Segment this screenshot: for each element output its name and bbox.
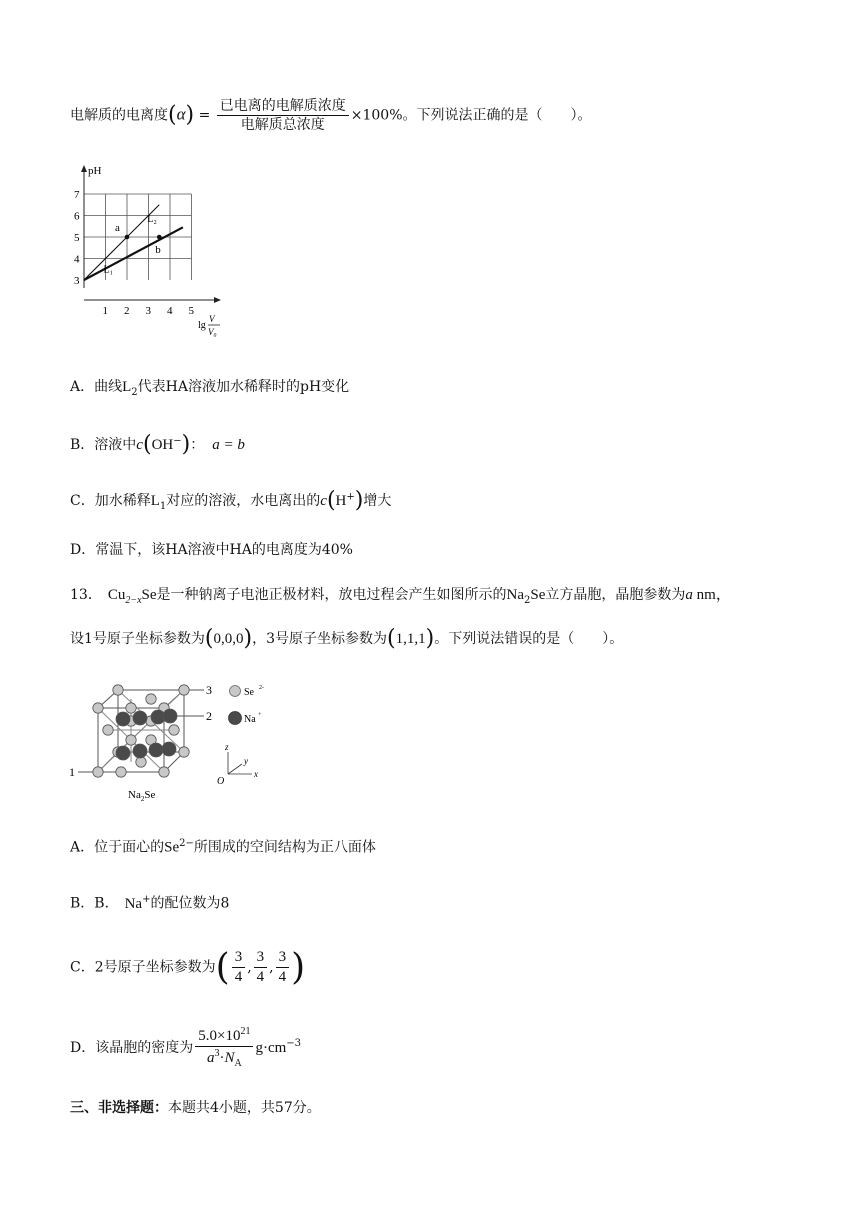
legend-na-marker bbox=[229, 712, 242, 725]
paren-close: ) bbox=[425, 626, 435, 651]
series-line-l1 bbox=[84, 227, 183, 280]
caption-subscript: 2 bbox=[140, 795, 145, 803]
question-number: 13． bbox=[70, 587, 102, 603]
x-tick-label: 5 bbox=[188, 305, 194, 317]
option-13-d bbox=[70, 1026, 301, 1070]
numerator-value: 5.0×10 bbox=[198, 1028, 241, 1044]
x-tick-label: 1 bbox=[102, 305, 108, 317]
unit-text: nm， bbox=[692, 587, 731, 603]
option-13-b bbox=[70, 894, 229, 913]
ph-dilution-chart bbox=[66, 162, 236, 358]
option-text: 增大 bbox=[363, 493, 392, 510]
ion-charge: + bbox=[142, 894, 151, 905]
axis-z-label: z bbox=[225, 742, 229, 752]
se-atom bbox=[179, 685, 189, 695]
paren-close: ) bbox=[185, 102, 195, 128]
series-label-l1: L₁ bbox=[103, 264, 114, 276]
data-point-b bbox=[157, 235, 162, 240]
se-atom bbox=[126, 735, 136, 745]
x-tick-label: 2 bbox=[124, 305, 130, 317]
se-atom bbox=[159, 767, 169, 777]
option-letter: C． bbox=[70, 959, 95, 976]
density-fraction bbox=[195, 1026, 253, 1070]
se-atom bbox=[169, 725, 179, 735]
paren-open: ( bbox=[204, 626, 214, 651]
option-text: 2号原子坐标参数为 bbox=[94, 959, 216, 976]
intro-lead: 电解质的电离度 bbox=[70, 107, 168, 124]
question-text: ，3号原子坐标参数为 bbox=[252, 631, 388, 648]
caption-se: Se bbox=[144, 789, 156, 801]
paren-open: ( bbox=[215, 947, 230, 988]
formula-se: Se bbox=[141, 587, 157, 603]
fraction-numerator: 3 bbox=[254, 949, 268, 968]
x-axis-label-numerator: V bbox=[209, 314, 215, 324]
concentration-symbol: c bbox=[320, 493, 327, 510]
fraction-numerator: 已电离的电解质浓度 bbox=[217, 98, 349, 116]
y-tick-label: 6 bbox=[74, 210, 80, 223]
lattice-parameter-symbol: a bbox=[685, 587, 693, 603]
legend-se-label: Se bbox=[244, 687, 254, 698]
paren-open: ( bbox=[142, 432, 152, 457]
equals-sign: = bbox=[198, 107, 211, 124]
option-12-d bbox=[70, 542, 353, 559]
y-tick-label: 3 bbox=[74, 275, 80, 287]
paren-close: ) bbox=[354, 488, 364, 513]
option-text: 对应的溶液，水电离出的 bbox=[166, 493, 321, 510]
x-tick-label: 3 bbox=[145, 305, 151, 317]
option-text: 该晶胞的密度为 bbox=[95, 1039, 194, 1056]
data-point-a bbox=[125, 235, 130, 240]
na-atom bbox=[116, 712, 130, 726]
question-13-line2 bbox=[70, 626, 623, 652]
na-atom bbox=[116, 746, 130, 760]
avogadro-subscript: A bbox=[234, 1058, 242, 1070]
na-atom bbox=[149, 743, 163, 757]
figure-caption bbox=[128, 789, 155, 803]
fraction-denominator: 电解质总浓度 bbox=[240, 117, 325, 134]
point-label-a: a bbox=[115, 222, 120, 234]
x-tick-label: 4 bbox=[167, 305, 173, 317]
option-text: ： bbox=[190, 437, 205, 454]
legend-se-marker bbox=[230, 686, 241, 697]
option-letter: B． bbox=[70, 437, 95, 454]
x-axis-label-denominator: V₀ bbox=[208, 327, 217, 337]
question-13-stem bbox=[70, 586, 731, 607]
coordinate-atom-1: 0,0,0 bbox=[213, 631, 244, 648]
curve-subscript: 1 bbox=[159, 501, 167, 512]
fraction-x bbox=[232, 949, 246, 987]
series-label-l2: L₂ bbox=[147, 213, 157, 225]
label-atom-3: 3 bbox=[206, 683, 212, 697]
na2se-unit-cell-figure bbox=[66, 676, 286, 806]
density-denominator bbox=[204, 1047, 245, 1070]
option-text: B． bbox=[94, 895, 119, 912]
option-13-a bbox=[70, 838, 376, 857]
na-atom bbox=[133, 711, 147, 725]
x-axis-arrow bbox=[214, 297, 221, 303]
question-text: 。下列说法错误的是（ ）。 bbox=[434, 631, 624, 648]
legend-na-charge: + bbox=[258, 712, 262, 718]
point-label-b: b bbox=[155, 244, 161, 256]
paren-open: ( bbox=[168, 102, 177, 128]
ion-charge: + bbox=[346, 491, 355, 503]
y-tick-label: 5 bbox=[74, 232, 80, 244]
legend-na-label: Na bbox=[244, 714, 256, 725]
formula-cu: Cu bbox=[107, 587, 126, 603]
se-atom bbox=[179, 747, 189, 757]
fraction-denominator: 4 bbox=[256, 969, 265, 986]
fraction-denominator: 4 bbox=[234, 969, 243, 986]
option-text: 所围成的空间结构为正八面体 bbox=[193, 839, 376, 856]
paren-open: ( bbox=[387, 626, 396, 651]
option-12-c bbox=[70, 488, 391, 514]
fraction-numerator: 3 bbox=[276, 949, 290, 968]
se-atom bbox=[136, 757, 146, 767]
option-letter: D． bbox=[70, 1039, 96, 1056]
na-atom bbox=[133, 744, 147, 758]
se-atom bbox=[103, 725, 113, 735]
na-atom bbox=[163, 709, 177, 723]
ion-symbol: Na bbox=[124, 895, 143, 912]
fraction-denominator: 4 bbox=[278, 969, 287, 986]
fraction-z bbox=[276, 949, 290, 987]
option-12-a bbox=[70, 378, 349, 399]
legend-se-charge: 2- bbox=[259, 685, 264, 691]
coordinate-atom-3: 1,1,1 bbox=[395, 631, 426, 648]
question-text: 是一种钠离子电池正极材料，放电过程会产生如图所示的 bbox=[156, 587, 507, 603]
intro-line bbox=[70, 98, 592, 133]
se-atom bbox=[93, 703, 103, 713]
formula-na: Na bbox=[506, 587, 525, 603]
a-exponent: 3 bbox=[214, 1048, 220, 1060]
option-letter: A． bbox=[70, 839, 95, 856]
y-tick-label: 7 bbox=[74, 189, 80, 201]
option-text: 加水稀释 bbox=[94, 493, 151, 510]
multiply-dot: · bbox=[219, 1050, 225, 1067]
y-axis-label: pH bbox=[88, 165, 102, 177]
se-atom bbox=[116, 767, 126, 777]
se-atom bbox=[126, 703, 136, 713]
section-3-heading bbox=[70, 1100, 321, 1117]
option-text: 常温下，该HA溶液中HA的电离度为40% bbox=[95, 542, 353, 558]
option-letter: A． bbox=[70, 379, 95, 395]
option-letter: C． bbox=[70, 493, 95, 510]
y-axis-arrow bbox=[81, 165, 87, 172]
option-13-c: C．2号原子坐标参数为( $\frac{3}{4}$ , $\frac{3}{4}$ , $\frac{3}{4}$ ) bbox=[70, 947, 306, 988]
avogadro-n: N bbox=[224, 1050, 235, 1067]
option-12-b bbox=[70, 432, 245, 458]
intro-tail: 。下列说法正确的是（ ）。 bbox=[402, 107, 592, 124]
ion-symbol: OH bbox=[151, 437, 174, 454]
paren-close: ) bbox=[291, 947, 306, 988]
label-atom-2: 2 bbox=[206, 709, 212, 723]
fraction-numerator: 3 bbox=[232, 949, 246, 968]
section-body: 本题共4小题，共57分。 bbox=[168, 1100, 321, 1116]
curve-symbol: L bbox=[122, 379, 132, 395]
y-tick-label: 4 bbox=[74, 253, 80, 266]
concentration-symbol: c bbox=[136, 437, 143, 454]
curve-subscript: 2 bbox=[131, 386, 138, 398]
y-axis bbox=[228, 764, 242, 774]
se-atom bbox=[113, 685, 123, 695]
section-title: 三、非选择题： bbox=[70, 1100, 168, 1116]
option-letter: B． bbox=[70, 895, 95, 912]
unit-exponent: −3 bbox=[286, 1038, 302, 1050]
se-atom bbox=[146, 694, 156, 704]
option-text: 溶液中 bbox=[94, 437, 137, 454]
alpha-symbol: α bbox=[176, 104, 186, 124]
axis-x-label: x bbox=[254, 769, 258, 779]
caption-na: Na bbox=[128, 789, 141, 801]
ion-charge: − bbox=[173, 435, 182, 447]
question-text: 立方晶胞，晶胞参数为 bbox=[545, 587, 686, 603]
axis-origin-label: O bbox=[217, 776, 225, 787]
density-numerator bbox=[195, 1026, 253, 1047]
na-atom bbox=[162, 742, 176, 756]
se-atom bbox=[93, 767, 103, 777]
option-letter: D． bbox=[70, 542, 96, 558]
fraction-y bbox=[254, 949, 268, 987]
formula-se: Se bbox=[530, 587, 546, 603]
times-percent: ×100% bbox=[350, 107, 403, 124]
lattice-a: a bbox=[206, 1050, 215, 1067]
ionization-fraction bbox=[217, 98, 349, 133]
option-text: 位于面心的 bbox=[94, 839, 165, 856]
question-text: 设1号原子坐标参数为 bbox=[70, 631, 205, 648]
option-text: 曲线 bbox=[94, 379, 123, 395]
ion-symbol: H bbox=[335, 493, 347, 510]
axis-y-label: y bbox=[244, 756, 248, 766]
ion-symbol: Se bbox=[164, 839, 180, 856]
formula-subscript: 2 bbox=[524, 594, 531, 606]
equation: a = b bbox=[212, 437, 245, 454]
density-unit: g·cm bbox=[255, 1039, 287, 1056]
numerator-exponent: 21 bbox=[240, 1026, 251, 1037]
x-axis-label-prefix: lg bbox=[198, 320, 206, 331]
option-text: 的配位数为8 bbox=[150, 895, 230, 912]
option-text: 代表HA溶液加水稀释时的pH变化 bbox=[137, 379, 350, 395]
coordinate-axes bbox=[228, 752, 252, 774]
label-atom-1: 1 bbox=[69, 765, 75, 779]
curve-symbol: L bbox=[150, 493, 160, 510]
paren-open: ( bbox=[326, 488, 336, 513]
paren-close: ) bbox=[243, 626, 253, 651]
ion-charge: 2− bbox=[179, 838, 194, 849]
formula-subscript: 2−x bbox=[125, 594, 142, 606]
paren-close: ) bbox=[181, 432, 191, 457]
